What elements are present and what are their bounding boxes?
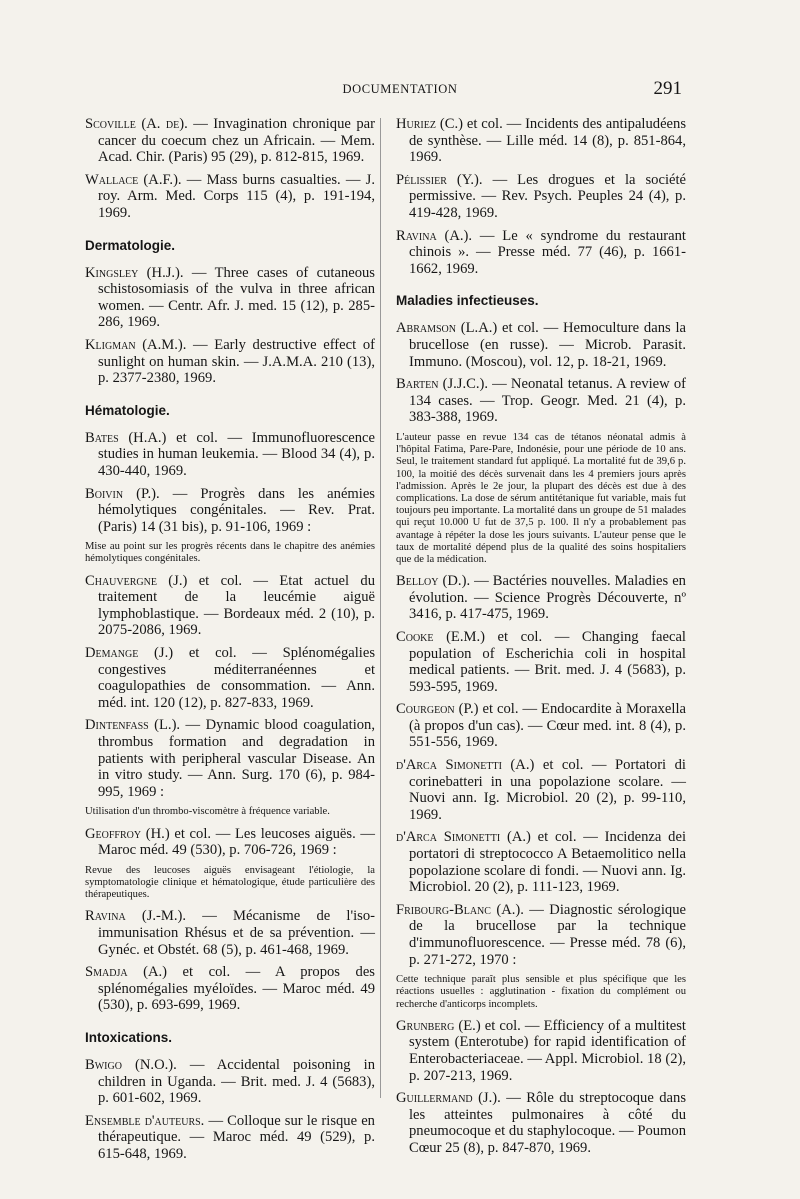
column-divider	[380, 118, 381, 1098]
entry-author: Geoffroy (H.)	[85, 825, 170, 842]
entry-author: Courgeon (P.)	[396, 701, 479, 718]
entry-author: Grunberg (E.)	[396, 1017, 481, 1034]
bibliography-entry	[396, 172, 686, 222]
entry-author: Guillermand (J.).	[396, 1090, 501, 1107]
entry-author: Bwigo (N.O.).	[85, 1056, 177, 1073]
section-heading: Hématologie.	[85, 402, 170, 418]
entry-citation: — Dynamic blood coagulation, thrombus formation and degradation in patients with peripheral vascular Disease. An in vitro study. — Ann. Surg. 170 (6), p. 984-995, 1969 :	[98, 717, 375, 800]
entry-citation: et col. — Incidents des antipaludéens de synthèse. — Lille méd. 14 (8), p. 851-864, 1969.	[409, 116, 686, 166]
right-column	[396, 116, 686, 1163]
entry-author: Huriez (C.)	[396, 116, 463, 132]
abstract-note: Utilisation d'un thrombo-viscomètre à fréquence variable.	[85, 806, 330, 818]
entry-citation: et col. — Portatori di corinebatteri in una popolazione scolare. — Nuovi ann. Ig. Microbiol. 20 (2), p. 99-110, 1969.	[409, 757, 686, 823]
bibliography-entry	[396, 902, 686, 968]
bibliography-entry	[85, 826, 375, 859]
entry-citation: — Early destructive effect of sunlight on human skin. — J.A.M.A. 210 (13), p. 2377-2380, 1969.	[98, 336, 375, 387]
entry-citation: et col. — Hemoculture dans la brucellose (en russe). — Microb. Parasit. Immuno. (Moscou), vol. 12, p. 18-21, 1969.	[409, 320, 686, 370]
entry-citation: et col. — Incidenza dei portatori di streptococco A Betaemolitico nella popolazione scolare di fondi. — Nuovi ann. Ig. Microbiol. 20 (2), p. 111-123, 1969.	[409, 829, 687, 896]
bibliography-entry	[396, 757, 686, 823]
entry-citation: — Invagination chronique par cancer du coecum chez un Africain. — Mem. Acad. Chir. (Paris) 95 (29), p. 812-815, 1969.	[98, 116, 375, 166]
section-heading: Dermatologie.	[85, 237, 176, 253]
bibliography-entry	[85, 486, 375, 536]
entry-citation: et col. — Splénomégalies congestives méditerranéennes et coagulopathies de consommation. — Ann. méd. int. 120 (12), p. 827-833, 1969.	[98, 645, 375, 711]
entry-author: Smadja (A.)	[85, 964, 168, 981]
entry-author: Dintenfass (L.).	[85, 717, 181, 734]
entry-citation: — Mass burns casualties. — J. roy. Arm. Med. Corps 115 (4), p. 191-194, 1969.	[98, 171, 375, 221]
bibliography-entry	[396, 1018, 686, 1084]
entry-citation: — Neonatal tetanus. A review of 134 cases. — Trop. Geogr. Med. 21 (4), p. 383-388, 1969.	[409, 376, 686, 426]
bibliography-entry	[85, 1113, 375, 1163]
entry-citation: — Bactéries nouvelles. Maladies en évolution. — Science Progrès Découverte, nº 3416, p. 417-475, 1969.	[409, 573, 686, 623]
bibliography-entry	[85, 908, 375, 958]
entry-citation: — Les drogues et la société permissive. — Rev. Psych. Peuples 24 (4), p. 419-428, 1969.	[409, 171, 687, 221]
entry-citation: — Three cases of cutaneous schistosomiasis of the vulva in three african women. — Centr. Afr. J. med. 15 (12), p. 285-286, 1969.	[98, 264, 375, 331]
bibliography-entry	[396, 228, 686, 278]
entry-author: Barten (J.J.C.).	[396, 376, 489, 393]
entry-citation: et col. — Endocardite à Moraxella (à propos d'un cas). — Cœur med. int. 8 (4), p. 551-556, 1969.	[409, 701, 686, 751]
section-heading: Intoxications.	[85, 1029, 173, 1045]
entry-author: d'Arca Simonetti (A.)	[396, 829, 531, 846]
bibliography-entry	[85, 337, 375, 387]
entry-citation: et col. — Changing faecal population of Escherichia coli in hospital medical patients. — Brit. med. J. 4 (5683), p. 593-595, 1969.	[409, 628, 686, 695]
entry-citation: — Mécanisme de l'iso-immunisation Rhésus et de sa prévention. — Gynéc. et Obstét. 68 (5), p. 461-468, 1969.	[98, 908, 375, 958]
entry-author: Chauvergne (J.)	[85, 572, 188, 589]
entry-author: Belloy (D.).	[396, 573, 471, 590]
bibliography-entry	[85, 265, 375, 331]
left-column	[85, 116, 375, 1169]
bibliography-entry	[396, 573, 686, 623]
entry-author: Ravina (J.-M.).	[85, 908, 187, 925]
entry-citation: — Rôle du streptocoque dans les atteintes pulmonaires à côté du pneumocoque et du staphylocoque. — Poumon Cœur 25 (8), p. 847-870, 1969.	[409, 1090, 686, 1156]
bibliography-entry	[396, 320, 686, 370]
entry-author: Demange (J.)	[85, 645, 174, 662]
abstract-note: Cette technique paraît plus sensible et plus spécifique que les réactions usuelles : agglutination - fixation du complément ou recherche d'anticorps incomplets.	[396, 974, 686, 1010]
bibliography-entry	[396, 116, 686, 166]
bibliography-entry	[396, 829, 686, 895]
running-head: DOCUMENTATION	[342, 82, 458, 96]
bibliography-entry	[85, 573, 375, 639]
entry-citation: — Accidental poisoning in children in Uganda. — Brit. med. J. 4 (5683), p. 601-602, 1969.	[98, 1056, 376, 1107]
bibliography-entry	[396, 1090, 686, 1156]
bibliography-entry	[85, 430, 375, 480]
entry-author: Wallace (A.F.).	[85, 171, 182, 188]
abstract-note: L'auteur passe en revue 134 cas de tétanos néonatal admis à l'hôpital Fatima, Pare-Pare, Indonésie, pour une période de 10 ans. Seul, le traitement standard fut appliqué. La mortalité fut de 39,6 p. 100, la moitié des décès survenait dans les 4 premiers jours après l'admission. Après le 2e jour, la plupart des décès est due à des complications. La dose de sérum antitétanique fut variable, mais fut toujours peu importante. La mortalité dans un groupe de 51 malades qui reçut 10.000 U fut de 37,5 p. 100. Il n'y a probablement pas avantage à répéter la dose les jours suivants. L'auteur pense que le taux de mortalité dépend plus de la qualité des soins hospitaliers que de la médication.	[396, 431, 686, 565]
entry-author: d'Arca Simonetti (A.)	[396, 757, 535, 774]
entry-citation: et col. — A propos des splénomégalies myéloïdes. — Maroc méd. 49 (530), p. 693-699, 1969.	[98, 964, 375, 1014]
entry-citation: — Le « syndrome du restaurant chinois ». — Presse méd. 77 (46), p. 1661-1662, 1969.	[409, 227, 686, 277]
entry-author: Bates (H.A.)	[85, 429, 167, 446]
bibliography-entry	[396, 701, 686, 751]
entry-citation: — Diagnostic sérologique de la brucellose par la technique d'immunofluorescence. — Presse méd. 78 (6), p. 271-272, 1970 :	[409, 901, 686, 968]
abstract-note: Mise au point sur les progrès récents dans le chapitre des anémies hémolytiques congénitales.	[85, 541, 375, 565]
bibliography-entry	[396, 629, 686, 695]
entry-author: Abramson (L.A.)	[396, 320, 498, 337]
entry-author: Scoville (A. de).	[85, 116, 188, 132]
page-number: 291	[653, 78, 682, 99]
entry-author: Kingsley (H.J.).	[85, 264, 184, 281]
entry-author: Pélissier (Y.).	[396, 171, 483, 188]
entry-author: Ravina (A.).	[396, 227, 473, 244]
entry-author: Fribourg-Blanc (A.).	[396, 901, 524, 918]
bibliography-entry	[85, 1057, 375, 1107]
entry-citation: — Colloque sur le risque en thérapeutique. — Maroc méd. 49 (529), p. 615-648, 1969.	[98, 1112, 375, 1162]
entry-citation: et col. — Immunofluorescence studies in human leukemia. — Blood 34 (4), p. 430-440, 1969.	[98, 429, 375, 479]
abstract-note: Revue des leucoses aiguës envisageant l'étiologie, la symptomatologie clinique et hématologique, étude particulière des thérapeutiques.	[85, 864, 375, 901]
entry-citation: et col. — Efficiency of a multitest system (Enterotube) for rapid identification of Enterobacteriaceae. — Appl. Microbiol. 18 (2), p. 207-213, 1969.	[409, 1017, 686, 1084]
entry-author: Cooke (E.M.)	[396, 628, 485, 645]
entry-author: Ensemble d'auteurs.	[85, 1112, 205, 1129]
bibliography-entry	[85, 645, 375, 711]
entry-citation: et col. — Etat actuel du traitement de la leucémie aiguë lymphoblastique. — Bordeaux méd. 2 (10), p. 2075-2086, 1969.	[98, 572, 375, 639]
bibliography-entry	[85, 116, 375, 166]
entry-author: Kligman (A.M.).	[85, 336, 187, 353]
entry-author: Boivin (P.).	[85, 485, 160, 502]
bibliography-entry	[85, 964, 375, 1014]
bibliography-entry	[85, 172, 375, 222]
bibliography-entry	[396, 376, 686, 426]
entry-citation: et col. — Les leucoses aiguës. — Maroc méd. 49 (530), p. 706-726, 1969 :	[98, 825, 375, 859]
bibliography-entry	[85, 717, 375, 800]
entry-citation: — Progrès dans les anémies hémolytiques congénitales. — Rev. Prat. (Paris) 14 (31 bis), p. 91-106, 1969 :	[98, 485, 375, 535]
section-heading: Maladies infectieuses.	[396, 293, 539, 309]
